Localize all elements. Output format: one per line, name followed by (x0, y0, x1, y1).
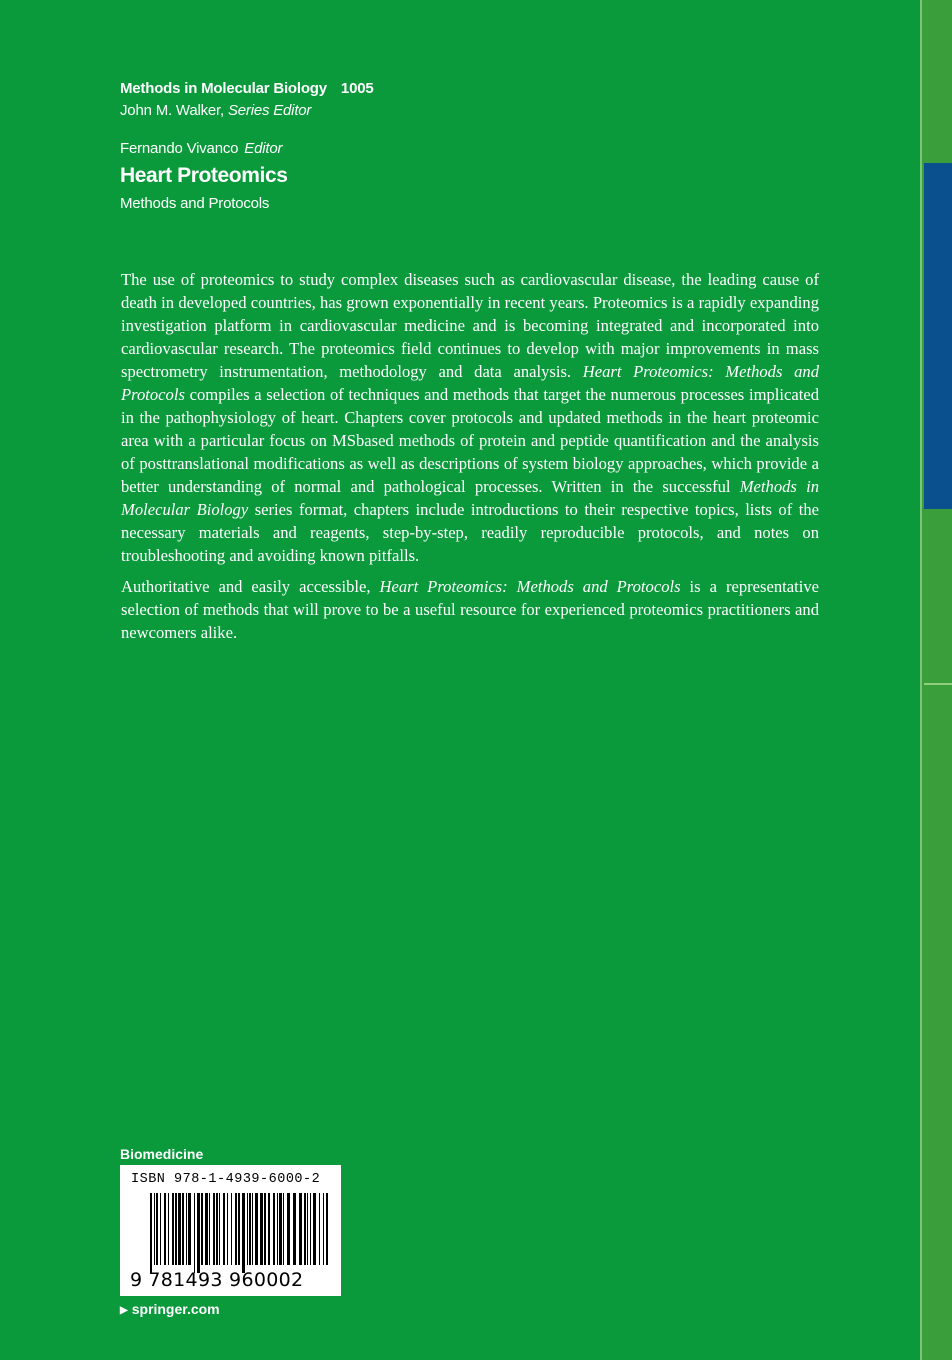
barcode-bar (252, 1193, 253, 1265)
blurb-text: compiles a selection of techniques and methods that target the numerous processes implicated in the pathophysiology of heart. Chapters cover protocols and updated methods in the heart proteomic area with a particular focus on MSbased methods of protein and peptide quantification and the analysis of posttranslational modifications as well as descriptions of system biology approaches, which provide a better understanding of normal and pathological processes. Written in the successful (121, 385, 819, 496)
barcode-bar (205, 1193, 208, 1265)
barcode-bar (268, 1193, 270, 1265)
barcode-bar (299, 1193, 302, 1265)
barcode-bar (156, 1193, 158, 1265)
barcode-bar (326, 1193, 328, 1265)
subject-label: Biomedicine (120, 1146, 204, 1162)
barcode-bar (323, 1193, 324, 1265)
barcode-bar (178, 1193, 181, 1265)
arrow-right-icon: ▶ (120, 1305, 128, 1316)
barcode-bar (304, 1193, 306, 1265)
barcode-bar (238, 1193, 240, 1265)
barcode-bar (247, 1193, 248, 1265)
barcode-bar (164, 1193, 166, 1265)
isbn-text: ISBN 978-1-4939-6000-2 (131, 1172, 321, 1187)
spine-divider (924, 683, 952, 685)
series-line (120, 78, 374, 100)
barcode-bar (227, 1193, 228, 1265)
spine-blue-band (924, 163, 952, 509)
blurb-italic-title: Heart Proteomics: Methods and Protocols (121, 362, 819, 404)
barcode-bar (307, 1193, 308, 1265)
blurb-text: Authoritative and easily accessible, (121, 577, 380, 596)
barcode-bar (219, 1193, 220, 1265)
website-text: springer.com (131, 1301, 220, 1317)
book-editor-line (120, 138, 374, 160)
barcode-bar (188, 1193, 191, 1265)
barcode-bar (279, 1193, 282, 1265)
spine-edge-line (920, 0, 922, 1360)
series-volume: 1005 (340, 80, 374, 97)
barcode-bar (160, 1193, 161, 1265)
blurb-text: series format, chapters include introductions to their respective topics, lists of the necessary materials and reagents, step-by-step, readily reproducible protocols, and notes on troubleshooting and avoiding known pitfalls. (121, 500, 819, 565)
barcode-bar (197, 1193, 200, 1273)
book-subtitle: Methods and Protocols (120, 195, 270, 212)
blurb-italic-series: Methods in Molecular Biology (121, 477, 819, 519)
barcode-digits (130, 1269, 303, 1291)
blurb-text: The use of proteomics to study complex diseases such as cardiovascular disease, the leading cause of death in developed countries, has grown exponentially in recent years. Proteomics is a rapidly expanding investigation platform in cardiovascular medicine and is becoming integrated and incorporated into cardiovascular research. The proteomics field continues to develop with major improvements in mass spectrometry instrumentation, methodology and data analysis. (121, 270, 819, 381)
barcode-bar (231, 1193, 232, 1265)
barcode-bar (201, 1193, 203, 1265)
cover-header (120, 78, 374, 216)
barcode-rest-digits: 781493 960002 (148, 1269, 304, 1291)
barcode-bar (273, 1193, 275, 1265)
barcode-bar (194, 1193, 195, 1273)
book-editor-role: Editor (244, 140, 283, 157)
blurb-text: is a representative selection of methods that will prove to be a useful resource for experienced proteomics practitioners and newcomers alike. (121, 577, 819, 642)
barcode-bar (277, 1193, 278, 1265)
series-editor-name: John M. Walker, (120, 102, 224, 119)
barcode-bar (150, 1193, 152, 1273)
series-editor-line (120, 100, 374, 122)
barcode-bar (168, 1193, 169, 1265)
barcode-bar (182, 1193, 184, 1265)
barcode-box (120, 1165, 341, 1296)
barcode-bar (216, 1193, 218, 1265)
barcode-bar (186, 1193, 187, 1265)
series-editor-role: Series Editor (227, 102, 312, 119)
barcode-bar (310, 1193, 311, 1265)
barcode-bar (242, 1193, 245, 1273)
barcode-bars (150, 1193, 330, 1273)
barcode-bar (249, 1193, 251, 1265)
blurb-italic-title: Heart Proteomics: Methods and Protocols (379, 577, 681, 596)
barcode-bar (260, 1193, 263, 1265)
barcode-bar (319, 1193, 320, 1265)
barcode-bar (209, 1193, 210, 1265)
blurb (121, 268, 819, 652)
book-title: Heart Proteomics (120, 164, 288, 187)
barcode-bar (287, 1193, 290, 1265)
blurb-paragraph-2 (121, 575, 819, 644)
barcode-first-digit: 9 (130, 1269, 143, 1291)
barcode-bar (293, 1193, 296, 1265)
barcode-bar (283, 1193, 284, 1265)
barcode-bar (175, 1193, 177, 1265)
series-name: Methods in Molecular Biology (120, 80, 327, 97)
barcode-bar (213, 1193, 215, 1265)
barcode-bar (264, 1193, 266, 1265)
book-editor-name: Fernando Vivanco (120, 140, 239, 157)
barcode-bar (313, 1193, 316, 1265)
barcode-bar (223, 1193, 225, 1265)
barcode-bar (255, 1193, 258, 1265)
barcode-bar (172, 1193, 174, 1265)
barcode-bar (235, 1193, 237, 1265)
barcode-bar (154, 1193, 155, 1265)
website-link[interactable] (120, 1299, 220, 1321)
blurb-paragraph-1 (121, 268, 819, 567)
